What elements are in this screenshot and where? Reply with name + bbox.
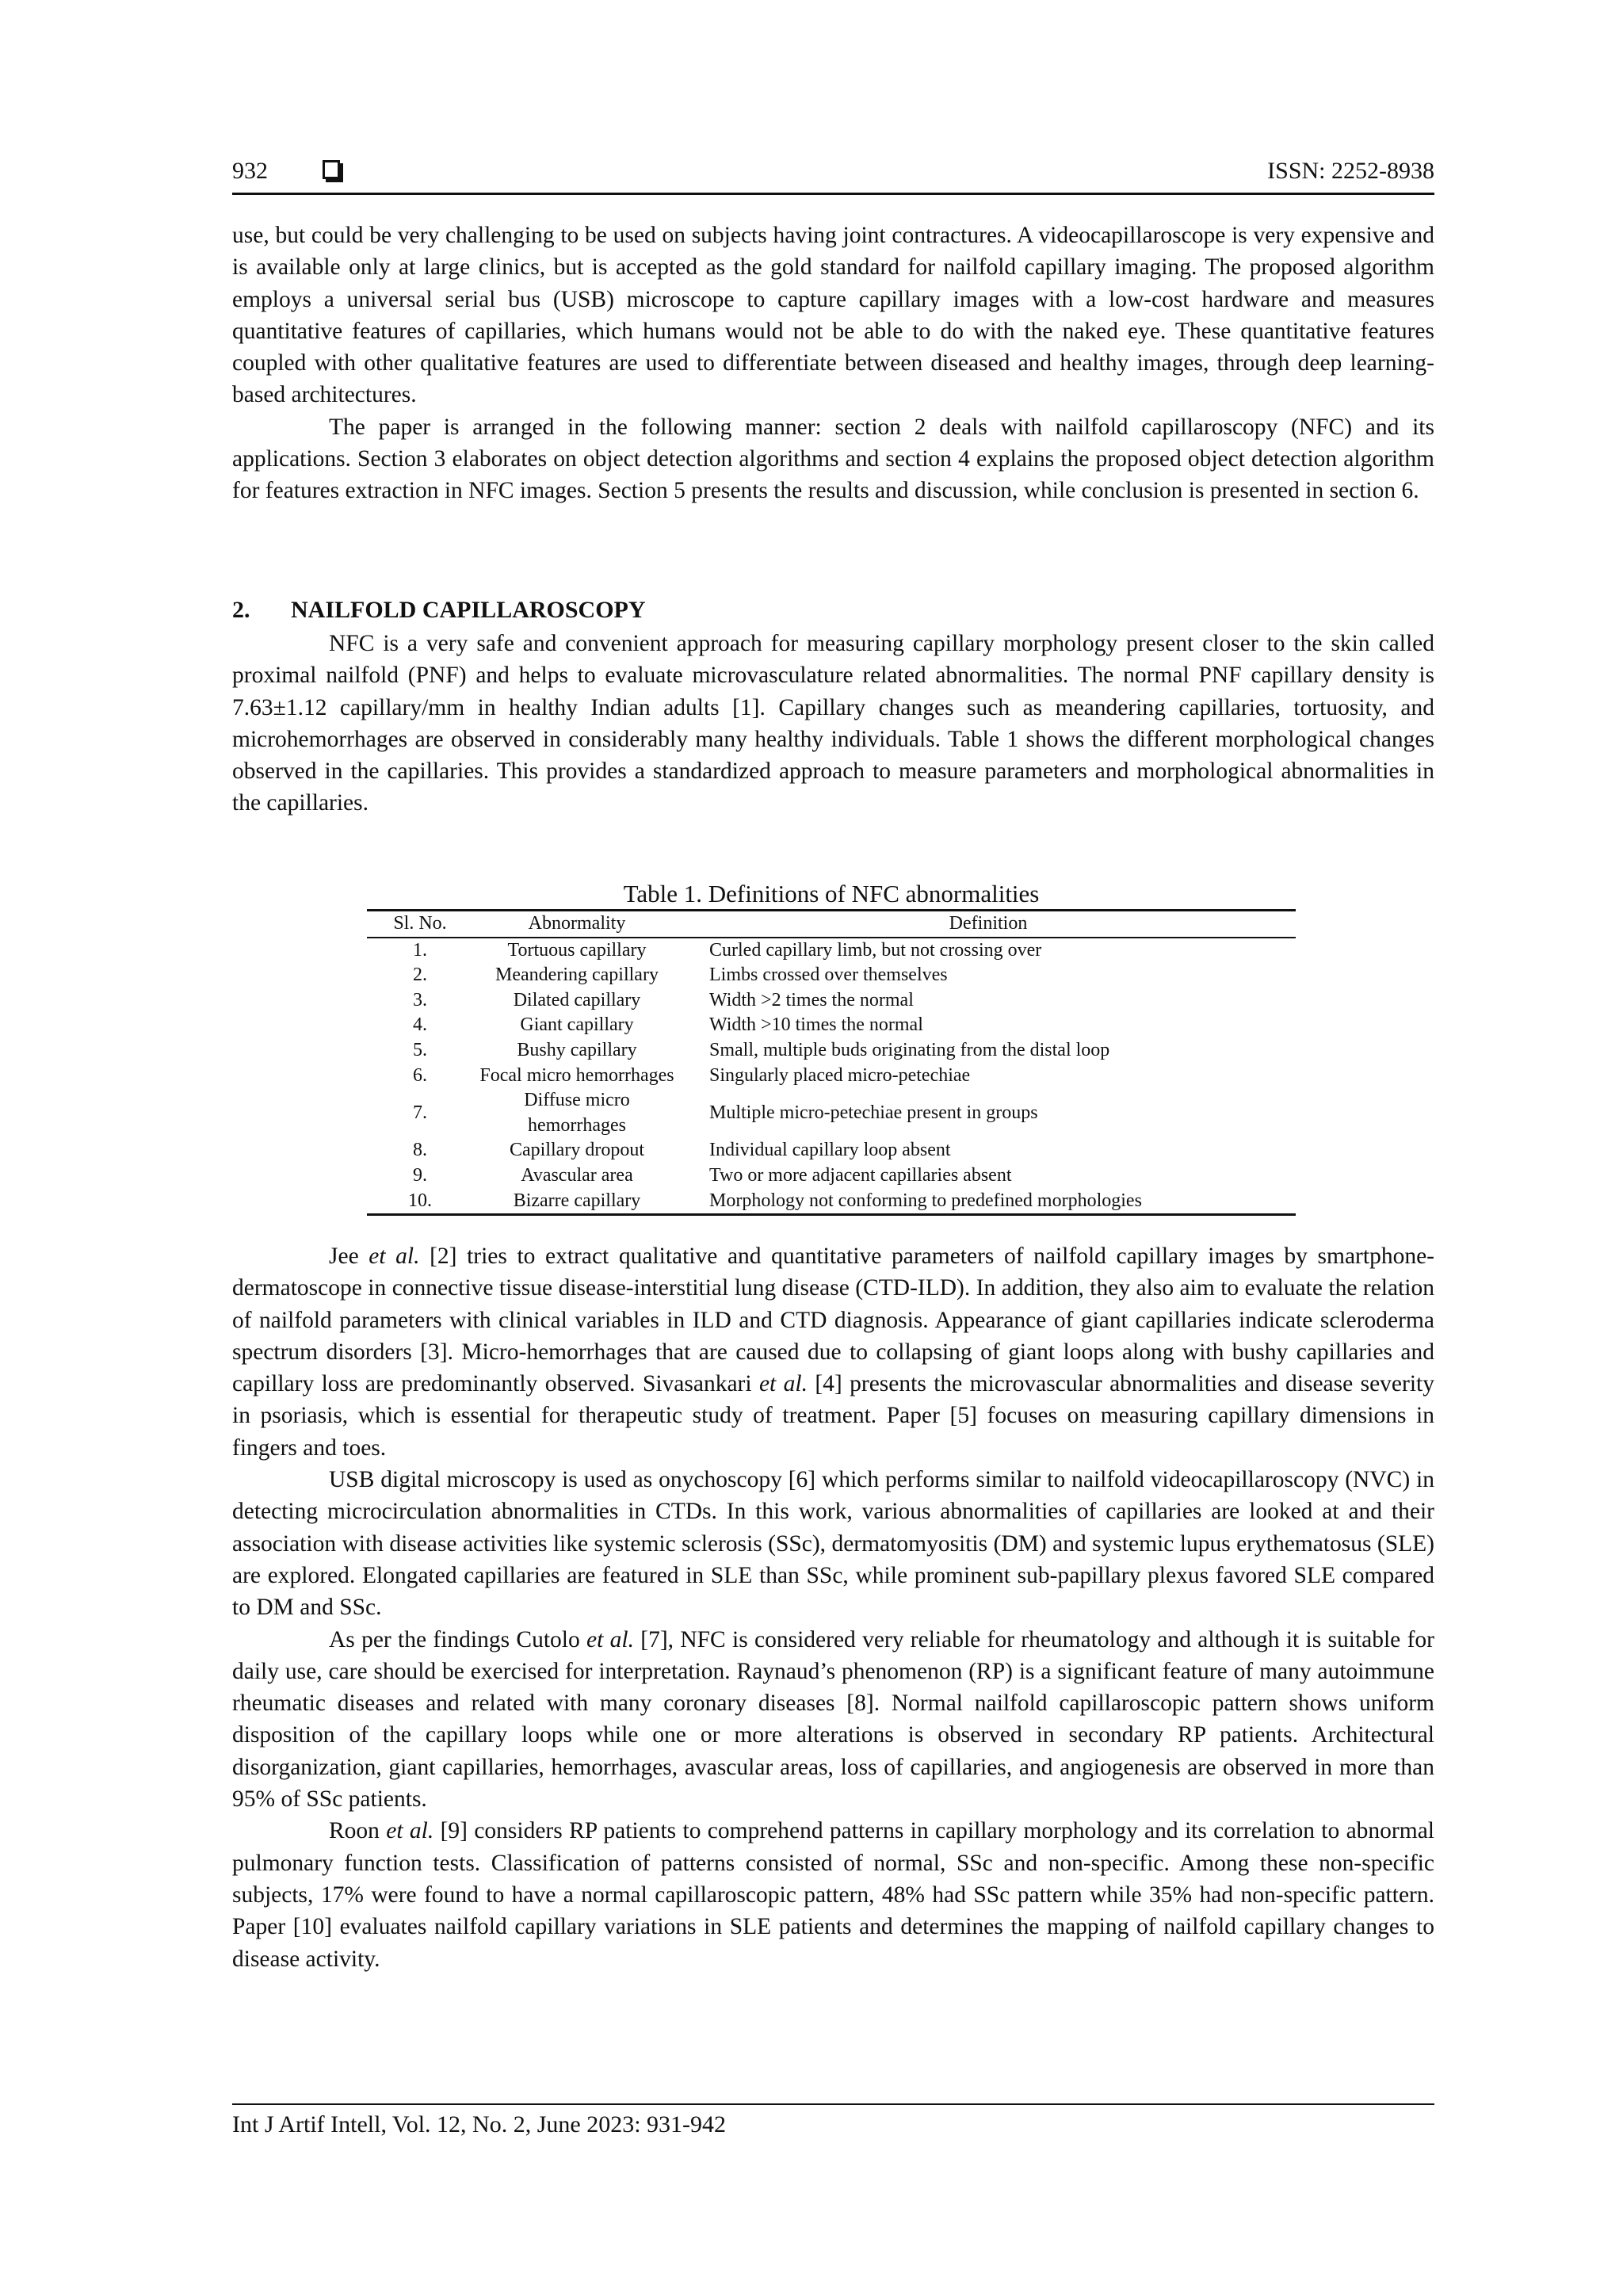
footer-citation: Int J Artif Intell, Vol. 12, No. 2, June 2023: 931-942 bbox=[232, 2111, 727, 2137]
table-row bbox=[367, 963, 1296, 988]
table-row bbox=[367, 1038, 1296, 1064]
cell-definition: Width >2 times the normal bbox=[709, 989, 914, 1010]
text-run: Jee bbox=[329, 1244, 369, 1269]
square-bullet-icon bbox=[323, 160, 340, 179]
table-row bbox=[367, 1138, 1296, 1163]
text-run: [7], NFC is considered very reliable for rheumatology and although it is suitable for daily use, care should be exercised for interpretation. Raynaud’s phenomenon (RP) is a significant feature of many autoimmune rheumatic diseases and related with many coronary diseases [8]. Normal nailfold capillaroscopic pattern shows uniform disposition of the capillary loops while one or more alterations is observed in secondary RP patients. Architectural disorganization, giant capillaries, hemorrhages, avascular areas, loss of capillaries, and angiogenesis are observed in more than 95% of SSc patients. bbox=[232, 1626, 1434, 1813]
cell-sl-no: 1. bbox=[413, 939, 427, 961]
italic-run: et al. bbox=[758, 1371, 808, 1397]
italic-run: et al. bbox=[369, 1244, 420, 1269]
table-row bbox=[367, 1189, 1296, 1215]
text-run: [2] tries to extract qualitative and quantitative parameters of nailfold capillary images by smartphone-dermatoscope in connective tissue disease-interstitial lung disease (CTD-ILD). In addition, they also aim to evaluate the relation of nailfold parameters with clinical variables in ILD and CTD diagnosis. Appearance of giant capillaries indicate scleroderma spectrum disorders [3]. Micro-hemorrhages that are caused due to collapsing of giant loops along with bushy capillaries and capillary loss are predominantly observed. Sivasankari bbox=[232, 1244, 1434, 1397]
cell-definition: Singularly placed micro-petechiae bbox=[709, 1064, 971, 1086]
table-row bbox=[367, 1163, 1296, 1189]
table-caption: Table 1. Definitions of NFC abnormalities bbox=[623, 880, 1040, 907]
cell-definition: Limbs crossed over themselves bbox=[709, 965, 948, 986]
cell-abnormality: Dilated capillary bbox=[513, 989, 641, 1010]
cell-definition: Multiple micro-petechiae present in groups bbox=[709, 1102, 1038, 1123]
cell-sl-no: 9. bbox=[413, 1164, 427, 1186]
cell-abnormality: Capillary dropout bbox=[510, 1140, 644, 1161]
text-run: Roon bbox=[329, 1818, 387, 1844]
cell-sl-no: 8. bbox=[413, 1140, 427, 1161]
paragraph-cutolo bbox=[232, 1624, 1434, 1816]
post-table-text bbox=[232, 1240, 1434, 1975]
cell-sl-no: 6. bbox=[413, 1064, 427, 1086]
cell-sl-no: 7. bbox=[413, 1102, 427, 1123]
section-2-text bbox=[232, 628, 1434, 819]
cell-sl-no: 2. bbox=[413, 965, 427, 986]
intro-text bbox=[232, 220, 1434, 507]
cell-definition: Morphology not conforming to predefined morphologies bbox=[681, 1189, 1296, 1215]
section-title: NAILFOLD CAPILLAROSCOPY bbox=[291, 597, 646, 623]
page-header bbox=[232, 155, 1434, 195]
cell-abnormality: Meandering capillary bbox=[495, 965, 659, 986]
paragraph-usb: USB digital microscopy is used as onychoscopy [6] which performs similar to nailfold videocapillaroscopy (NVC) in detecting microcirculation abnormalities in CTDs. In this work, various abnormalities of capillaries are looked at and their association with disease activities like systemic sclerosis (SSc), dermatomyositis (DM) and systemic lupus erythematosus (SLE) are explored. Elongated capillaries are featured in SLE than SSc, while prominent sub-papillary plexus favored SLE compared to DM and SSc. bbox=[232, 1467, 1434, 1621]
text-run: [4] presents the microvascular abnormalities and disease severity in psoriasis, which is essential for therapeutic study of treatment. Paper [5] focuses on measuring capillary dimensions in fingers and toes. bbox=[232, 1371, 1434, 1461]
intro-paragraph-2: The paper is arranged in the following manner: section 2 deals with nailfold capillaroscopy (NFC) and its applications. Section 3 elaborates on object detection algorithms and section 4 explains the proposed object detection algorithm for features extraction in NFC images. Section 5 presents the results and discussion, while conclusion is presented in section 6. bbox=[232, 414, 1434, 504]
cell-abnormality: Avascular area bbox=[521, 1164, 633, 1186]
table-row bbox=[367, 1088, 1296, 1138]
cell-sl-no: 5. bbox=[413, 1039, 427, 1060]
table-1 bbox=[367, 909, 1296, 1216]
cell-sl-no: 4. bbox=[413, 1014, 427, 1036]
text-run: As per the findings Cutolo bbox=[329, 1626, 587, 1652]
table-row bbox=[367, 988, 1296, 1014]
cell-sl-no: 10. bbox=[367, 1189, 473, 1215]
section-2-paragraph-1: NFC is a very safe and convenient approach for measuring capillary morphology present closer to the skin called proximal nailfold (PNF) and helps to evaluate microvasculature related abnormalities. The normal PNF capillary density is 7.63±1.12 capillary/mm in healthy Indian adults [1]. Capillary changes such as meandering capillaries, tortuosity, and microhemorrhages are observed in considerably many healthy individuals. Table 1 shows the different morphological changes observed in the capillaries. This provides a standardized approach to measure parameters and morphological abnormalities in the capillaries. bbox=[232, 631, 1434, 816]
cell-definition: Width >10 times the normal bbox=[709, 1014, 923, 1036]
cell-definition: Curled capillary limb, but not crossing over bbox=[709, 939, 1042, 961]
text-run: [9] considers RP patients to comprehend patterns in capillary morphology and its correlation to abnormal pulmonary function tests. Classification of patterns consisted of normal, SSc and non-specific. Among these non-specific subjects, 17% were found to have a normal capillaroscopic pattern, 48% had SSc pattern while 35% had non-specific pattern. Paper [10] evaluates nailfold capillary variations in SLE patients and determines the mapping of nailfold capillary changes to disease activity. bbox=[232, 1818, 1434, 1972]
issn-label: ISSN: 2252-8938 bbox=[1267, 158, 1434, 184]
cell-definition: Two or more adjacent capillaries absent bbox=[709, 1164, 1012, 1186]
cell-abnormality: Focal micro hemorrhages bbox=[479, 1064, 674, 1086]
italic-run: et al. bbox=[386, 1818, 434, 1844]
table-header-row bbox=[367, 911, 1296, 938]
table-row bbox=[367, 1013, 1296, 1038]
paragraph-roon bbox=[232, 1815, 1434, 1974]
header-divider bbox=[232, 193, 1434, 195]
cell-definition: Small, multiple buds originating from the distal loop bbox=[709, 1039, 1110, 1060]
intro-paragraph-1: use, but could be very challenging to be used on subjects having joint contractures. A videocapillaroscope is very expensive and is available only at large clinics, but is accepted as the gold standard for nailfold capillary imaging. The proposed algorithm employs a universal serial bus (USB) microscope to capture capillary images with a low-cost hardware and measures quantitative features of capillaries, which humans would not be able to do with the naked eye. These quantitative features coupled with other qualitative features are used to differentiate between diseased and healthy images, through deep learning-based architectures. bbox=[232, 223, 1434, 408]
cell-abnormality: Bizarre capillary bbox=[473, 1189, 681, 1215]
header-sl-no: Sl. No. bbox=[367, 911, 473, 938]
cell-abnormality: Giant capillary bbox=[520, 1014, 634, 1036]
paragraph-jee bbox=[232, 1240, 1434, 1464]
header-definition: Definition bbox=[681, 911, 1296, 938]
table-row bbox=[367, 1064, 1296, 1089]
section-heading bbox=[232, 594, 646, 626]
italic-run: et al. bbox=[586, 1626, 634, 1652]
page-number: 932 bbox=[232, 158, 268, 184]
cell-definition: Individual capillary loop absent bbox=[709, 1140, 951, 1161]
table-row bbox=[367, 938, 1296, 964]
header-abnormality: Abnormality bbox=[473, 911, 681, 938]
footer-divider bbox=[232, 2103, 1434, 2105]
cell-abnormality: Diffuse micro hemorrhages bbox=[524, 1090, 630, 1136]
cell-abnormality: Bushy capillary bbox=[517, 1039, 637, 1060]
cell-abnormality: Tortuous capillary bbox=[507, 939, 647, 961]
section-number: 2. bbox=[232, 597, 250, 623]
cell-sl-no: 3. bbox=[413, 989, 427, 1010]
